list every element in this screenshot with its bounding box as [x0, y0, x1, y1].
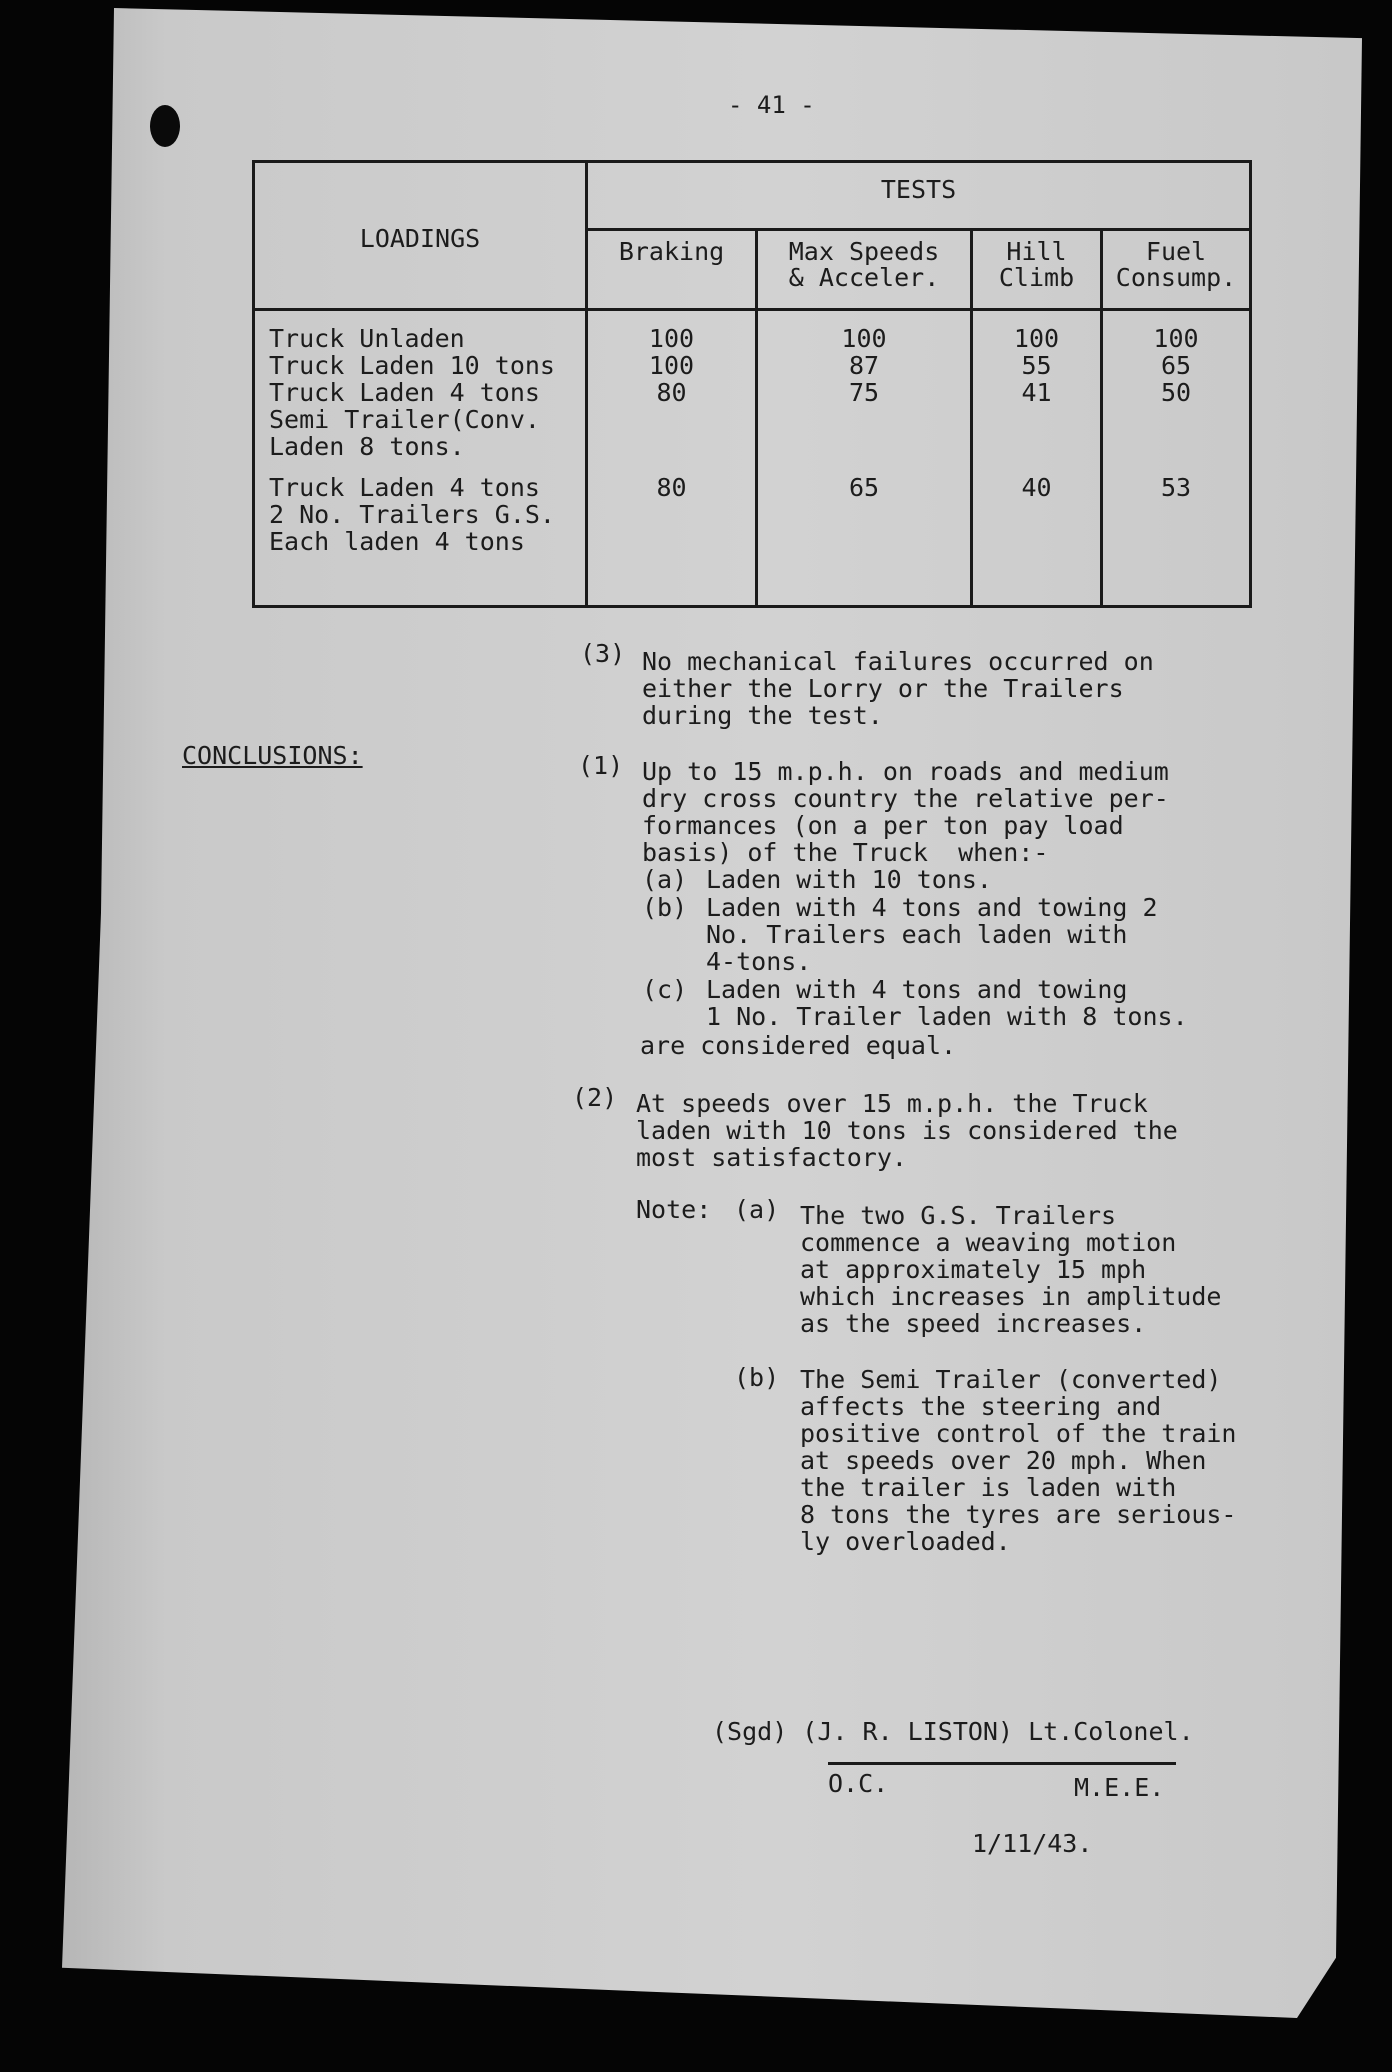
table-cell: 80: [656, 378, 687, 407]
column-header-fuel-consump: [1102, 230, 1251, 310]
signature-line: (Sgd) (J. R. LISTON) Lt.Colonel.: [712, 1717, 1194, 1746]
tests-header: TESTS: [587, 162, 1251, 230]
item-3-text: No mechanical failures occurred on either the Lorry or the Trailers during the test.: [642, 647, 1154, 730]
loading-truck-unladen: Truck Unladen: [269, 324, 465, 353]
table-cell: 50: [1160, 378, 1192, 407]
table-cell: 55: [1021, 351, 1052, 380]
table-cell: 100: [648, 351, 695, 380]
table-cell: 100: [1153, 324, 1199, 353]
punch-hole: [150, 105, 180, 147]
signature-oc: O.C.: [828, 1769, 889, 1798]
fuel-consump-column: [1102, 310, 1251, 607]
conclusions-heading: CONCLUSIONS:: [182, 741, 363, 770]
conclusion-1-number: (1): [578, 751, 624, 780]
conclusion-1b-label: (b): [642, 893, 688, 922]
loading-semi-trailer: Truck Laden 4 tons Semi Trailer(Conv. Laden 8 tons.: [269, 378, 540, 461]
braking-column: [587, 310, 757, 607]
table-cell: 40: [1021, 473, 1052, 502]
loadings-header: LOADINGS: [254, 162, 587, 310]
table-cell: 87: [848, 351, 880, 380]
note-label: Note:: [636, 1195, 712, 1224]
note-a-label: (a): [734, 1195, 780, 1224]
tests-table: [252, 160, 1252, 608]
table-cell: 100: [648, 324, 695, 353]
table-cell: 75: [848, 378, 880, 407]
table-cell: 53: [1160, 473, 1192, 502]
loadings-column: [254, 310, 587, 607]
signature-unit: M.E.E.: [1074, 1773, 1165, 1802]
conclusion-1-intro: Up to 15 m.p.h. on roads and medium dry cross country the relative per- formances (on a per ton pay load basis) of the Truck when:-: [642, 757, 1169, 867]
conclusion-1-closing: are considered equal.: [640, 1031, 957, 1060]
hill-climb-column: [972, 310, 1102, 607]
max-speeds-column: [757, 310, 972, 607]
column-header-max-speeds: [757, 230, 972, 310]
column-label: Braking: [618, 237, 725, 266]
note-a-text: The two G.S. Trailers commence a weaving motion at approximately 15 mph which increases in amplitude as the speed increases.: [800, 1201, 1222, 1338]
note-b-label: (b): [734, 1363, 780, 1392]
column-label: Max Speeds & Acceler.: [788, 237, 940, 292]
loading-truck-laden-10: Truck Laden 10 tons: [269, 351, 555, 380]
conclusion-1c-label: (c): [642, 975, 688, 1004]
column-label: Fuel Consump.: [1115, 237, 1237, 292]
loading-two-trailers: Truck Laden 4 tons 2 No. Trailers G.S. Each laden 4 tons: [269, 473, 555, 556]
table-cell: 65: [1160, 351, 1192, 380]
table-cell: 100: [841, 324, 887, 353]
page-number: - 41 -: [728, 91, 815, 119]
column-header-hill-climb: [972, 230, 1102, 310]
column-header-braking: [587, 230, 757, 310]
table-cell: 80: [656, 473, 687, 502]
signature-underline: [828, 1762, 1176, 1765]
conclusion-1c-text: Laden with 4 tons and towing 1 No. Trailer laden with 8 tons.: [706, 975, 1188, 1031]
conclusion-2-number: (2): [572, 1083, 618, 1112]
column-label: Hill Climb: [998, 237, 1075, 292]
conclusion-1a-text: Laden with 10 tons.: [706, 865, 992, 894]
note-b-text: The Semi Trailer (converted) affects the steering and positive control of the train at speeds over 20 mph. When the trailer is laden with 8 tons the tyres are serious- ly overloaded.: [800, 1365, 1237, 1556]
conclusion-1b-text: Laden with 4 tons and towing 2 No. Trailers each laden with 4-tons.: [706, 893, 1158, 976]
item-3-number: (3): [580, 639, 626, 668]
table-cell: 41: [1021, 378, 1052, 407]
conclusion-1a-label: (a): [642, 865, 688, 894]
table-cell: 100: [1013, 324, 1060, 353]
table-cell: 65: [848, 473, 880, 502]
signature-date: 1/11/43.: [972, 1829, 1093, 1858]
conclusion-2-text: At speeds over 15 m.p.h. the Truck laden with 10 tons is considered the most satisfactory.: [636, 1089, 1178, 1172]
